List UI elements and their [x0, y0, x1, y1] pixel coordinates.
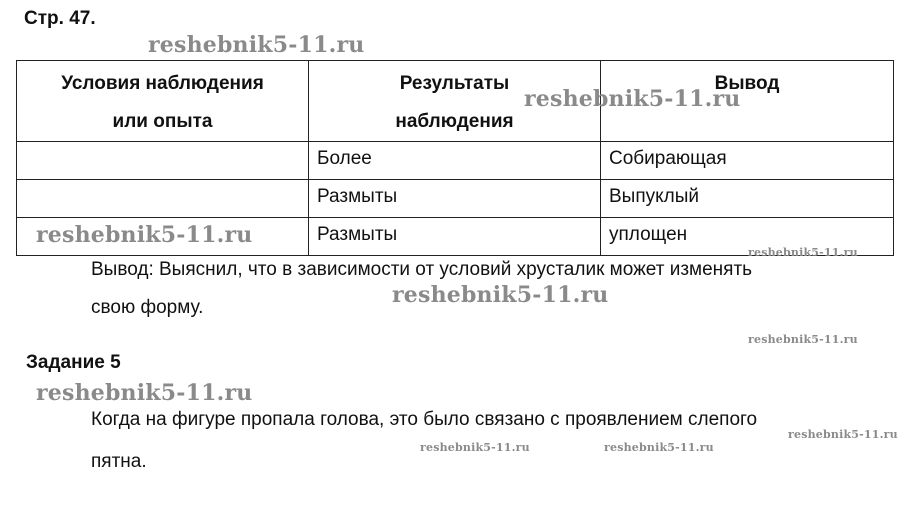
watermark: reshebnik5-11.ru [36, 380, 253, 406]
table-cell: Более [309, 142, 601, 180]
table-cell [17, 142, 309, 180]
table-cell: уплощен [601, 218, 894, 256]
watermark: reshebnik5-11.ru [748, 246, 858, 259]
task-5-answer-line-1: Когда на фигуре пропала голова, это было связано с проявлением слепого [91, 409, 758, 430]
watermark: reshebnik5-11.ru [148, 32, 365, 58]
watermark: reshebnik5-11.ru [788, 428, 898, 441]
watermark: reshebnik5-11.ru [420, 441, 530, 454]
table-cell: Выпуклый [601, 180, 894, 218]
table-cell: Размыты [309, 218, 601, 256]
table-row [17, 142, 894, 180]
task-5-answer-line-2: пятна. [91, 451, 147, 472]
conclusion-line-1: Вывод: Выяснил, что в зависимости от условий хрусталик может изменять [91, 259, 753, 280]
header-conclusion: Вывод [601, 61, 894, 142]
watermark: reshebnik5-11.ru [392, 282, 609, 308]
table-header-row [17, 61, 894, 142]
table-cell: Размыты [309, 180, 601, 218]
page-reference: Стр. 47. [24, 8, 96, 29]
watermark: reshebnik5-11.ru [524, 86, 741, 112]
watermark: reshebnik5-11.ru [748, 333, 858, 346]
task-5-title: Задание 5 [26, 352, 121, 373]
header-conditions: Условия наблюдения или опыта [17, 61, 309, 142]
watermark: reshebnik5-11.ru [604, 441, 714, 454]
table-row [17, 180, 894, 218]
table-cell: Собирающая [601, 142, 894, 180]
table-cell [17, 180, 309, 218]
header-results: Результаты наблюдения [309, 61, 601, 142]
conclusion-line-2: свою форму. [91, 297, 204, 318]
watermark: reshebnik5-11.ru [36, 222, 253, 248]
